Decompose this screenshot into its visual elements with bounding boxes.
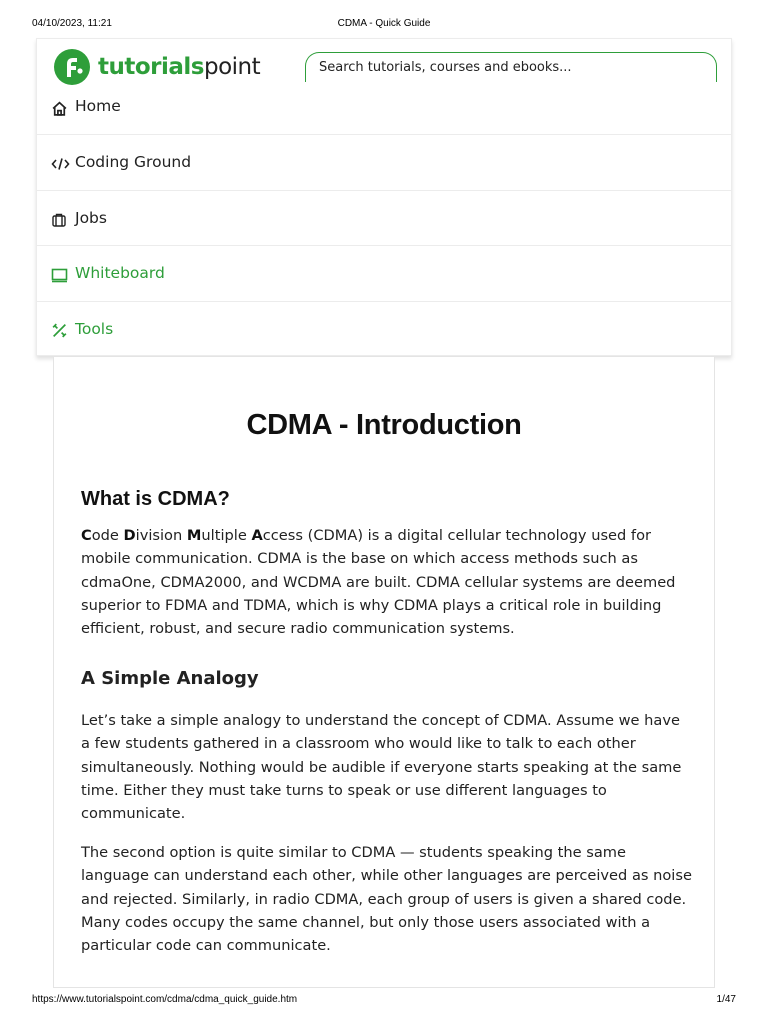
acronym-ode: ode	[91, 527, 124, 544]
print-footer	[0, 994, 768, 1008]
logo-mark-icon	[54, 49, 90, 85]
briefcase-icon	[51, 210, 71, 230]
site-logo[interactable]	[54, 49, 260, 85]
nav-label-home: Home	[75, 97, 121, 115]
print-title: CDMA - Quick Guide	[337, 18, 431, 29]
nav-item-whiteboard[interactable]	[37, 246, 731, 302]
code-icon	[51, 154, 71, 174]
print-url: https://www.tutorialspoint.com/cdma/cdma_quick_guide.htm	[32, 994, 298, 1005]
nav-label-jobs: Jobs	[75, 208, 107, 227]
print-date: 04/10/2023, 11:21	[32, 18, 112, 29]
acronym-m: M	[186, 527, 202, 544]
article-content	[53, 357, 715, 988]
print-header	[0, 18, 768, 32]
nav-label-coding-ground: Coding Ground	[75, 153, 192, 171]
nav-label-tools: Tools	[75, 319, 114, 338]
page-title: CDMA - Introduction	[246, 409, 522, 441]
section-heading-analogy: A Simple Analogy	[81, 668, 259, 689]
site-header-menu	[36, 38, 732, 356]
section-heading-what-is-cdma: What is CDMA?	[81, 488, 230, 510]
nav-item-jobs[interactable]	[37, 191, 731, 247]
acronym-d: D	[123, 527, 136, 544]
main-nav	[37, 93, 731, 357]
paragraph-analogy-2: The second option is quite similar to CDMA — students speaking the same language can understand each other, while other languages are perceived as noise and rejected. Similarly, in radio CDMA, each group of users is given a shared code. Many codes occupy the same channel, but only those users associated with a particular code can communicate.	[81, 844, 692, 955]
acronym-c: C	[81, 527, 92, 544]
print-page-number: 1/47	[716, 994, 736, 1005]
nav-item-coding-ground[interactable]	[37, 135, 731, 191]
acronym-a: A	[251, 527, 263, 544]
paragraph-analogy-1: Let’s take a simple analogy to understand the concept of CDMA. Assume we have a few students gathered in a classroom who would like to talk to each other simultaneously. Nothing would be audible if everyone starts speaking at the same time. Either they must take turns to speak or use different languages to communicate.	[81, 712, 682, 823]
divider	[54, 987, 714, 988]
logo-text-bold: tutorials	[98, 54, 204, 80]
nav-label-whiteboard: Whiteboard	[75, 264, 165, 282]
search-input[interactable]: Search tutorials, courses and ebooks...	[305, 52, 717, 82]
acronym-ivision: ivision	[135, 527, 187, 544]
nav-item-home[interactable]	[37, 93, 731, 135]
acronym-ultiple: ultiple	[201, 527, 252, 544]
logo-wordmark	[98, 49, 260, 85]
home-icon	[51, 98, 71, 118]
whiteboard-icon	[51, 265, 71, 285]
paragraph-intro	[81, 524, 693, 640]
paragraph-intro-rest: ccess (CDMA) is a digital cellular technology used for mobile communication. CDMA is the base on which access methods such as cdmaOne, CDMA2000, and WCDMA are built. CDMA cellular systems are deemed superior to FDMA and TDMA, which is why CDMA plays a critical role in building efficient, robust, and secure radio communication systems.	[81, 527, 676, 638]
nav-item-tools[interactable]	[37, 302, 731, 358]
logo-text-normal: point	[204, 54, 261, 80]
tools-icon	[51, 321, 71, 341]
